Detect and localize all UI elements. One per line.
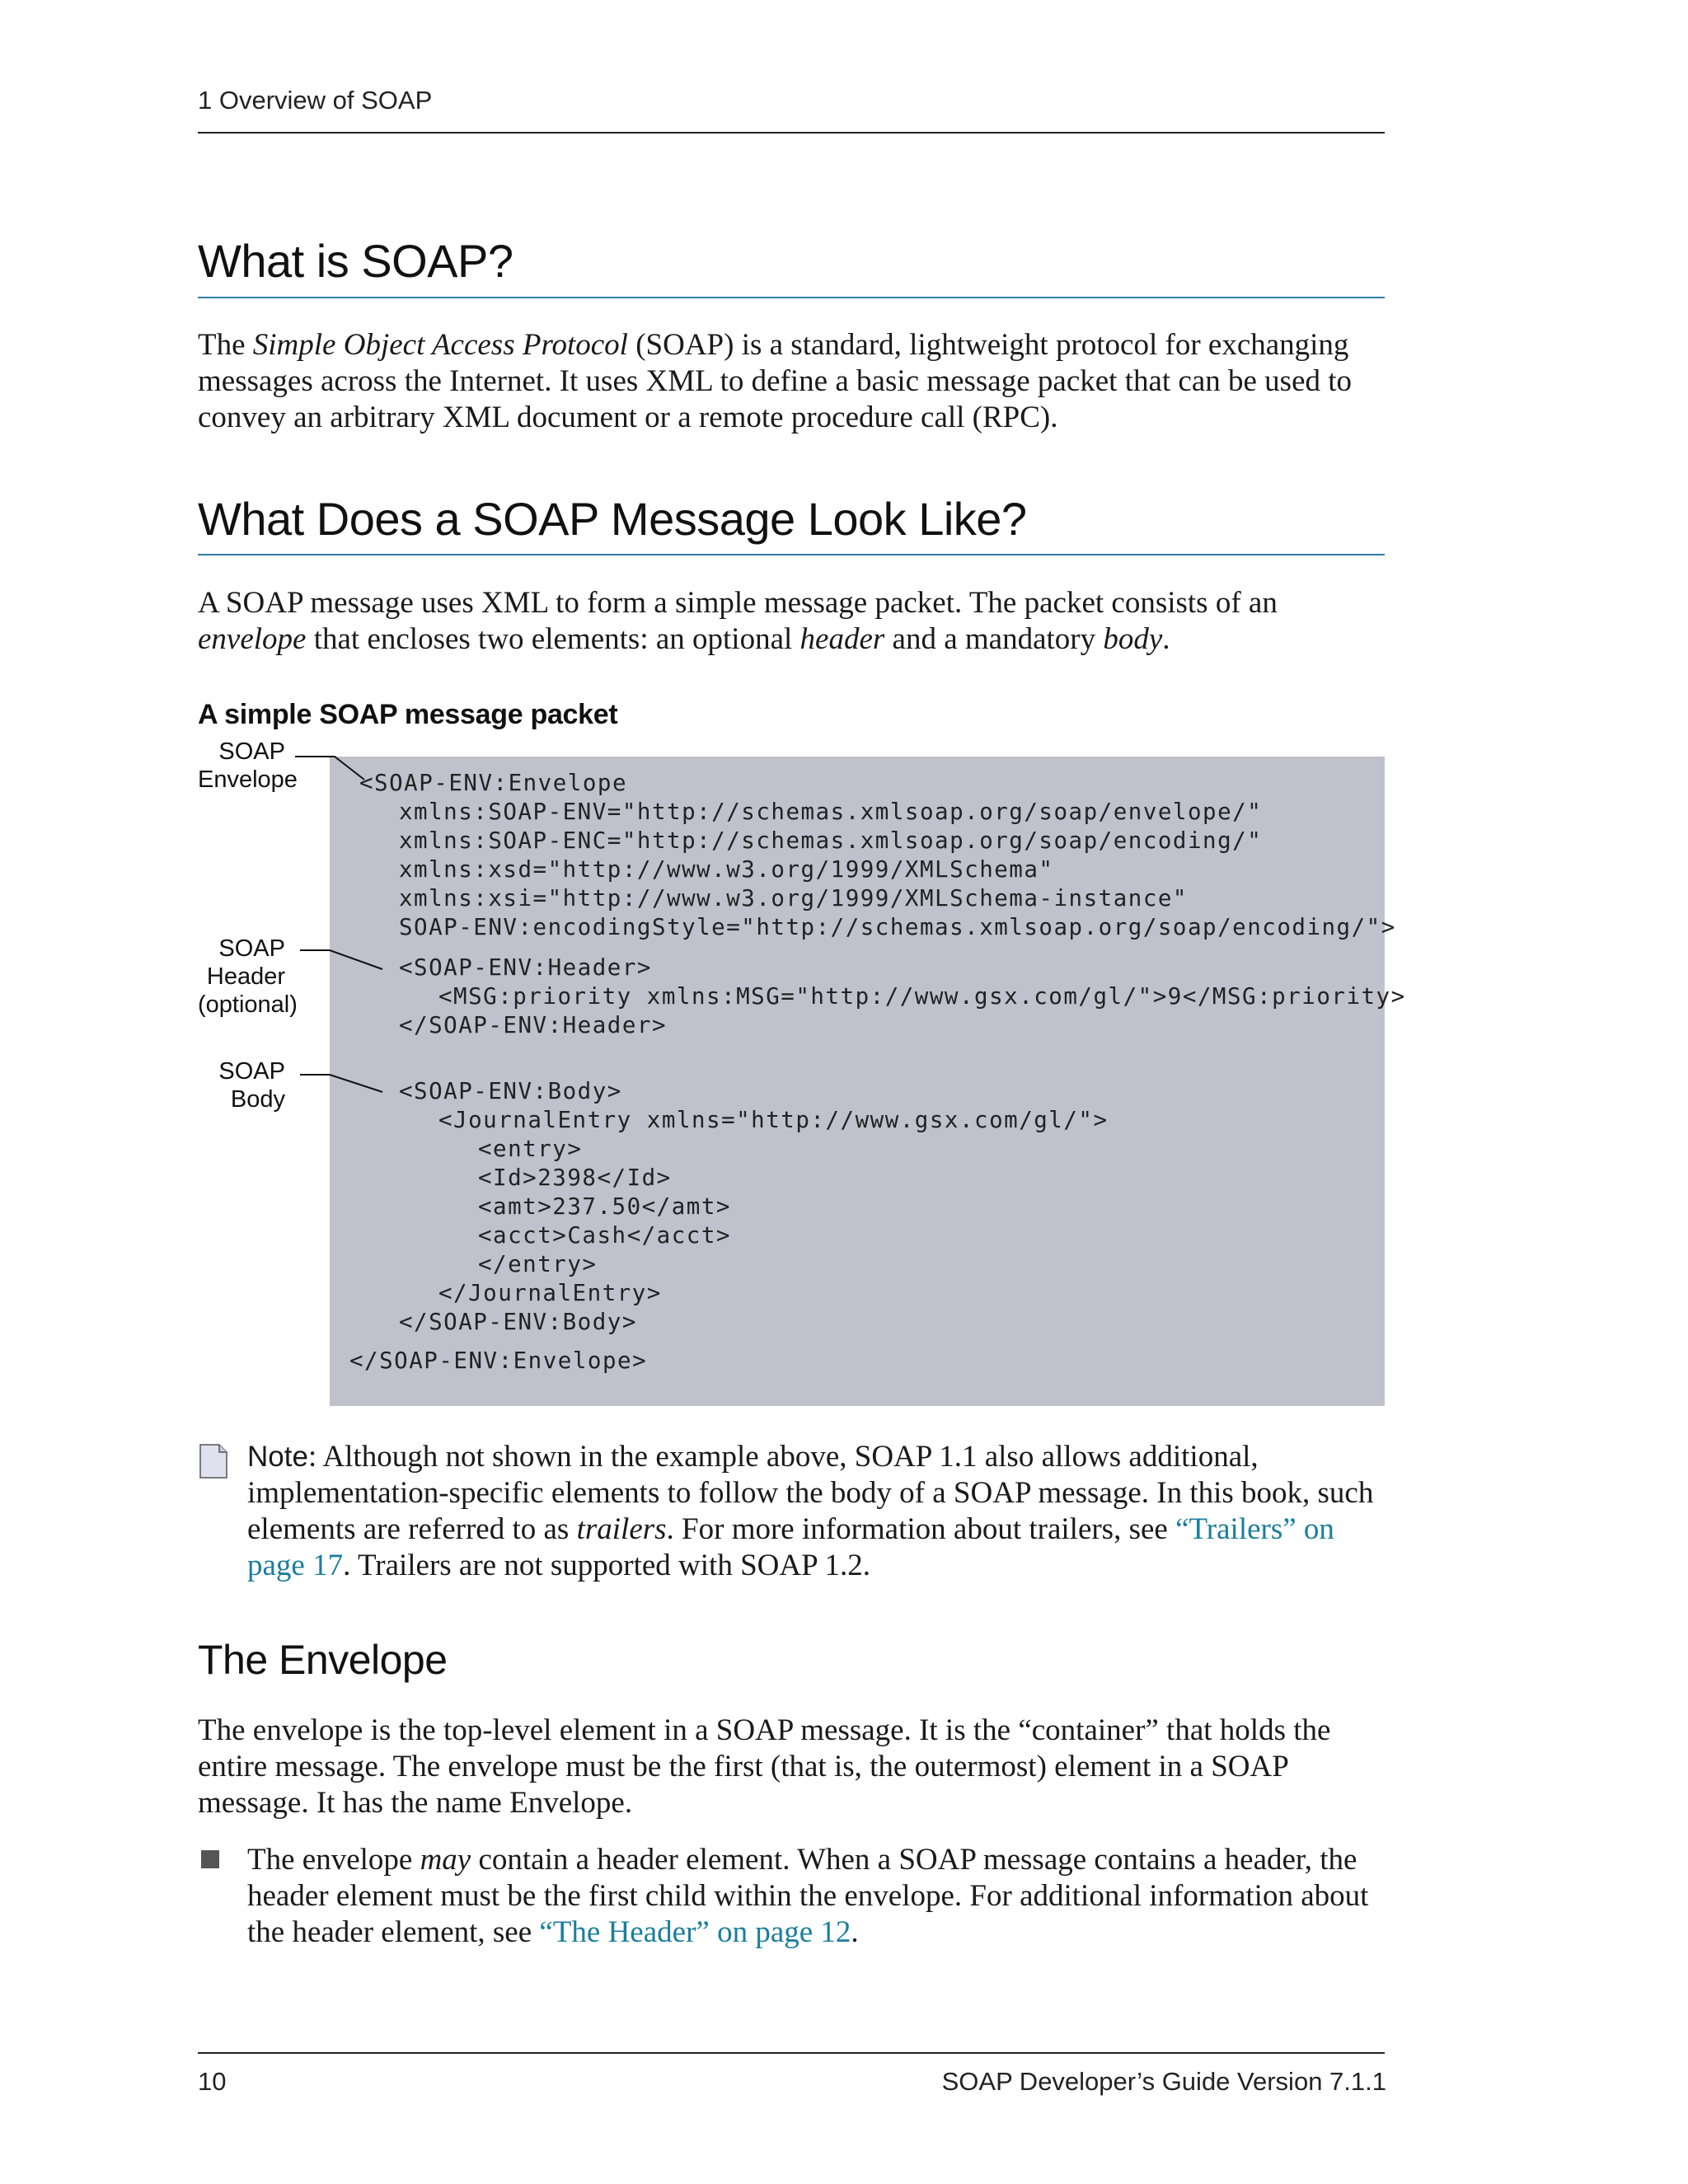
body-leader-line [300, 1075, 382, 1092]
callout-line: Envelope [198, 766, 298, 793]
code-line: </SOAP-ENV:Body> [399, 1309, 637, 1335]
emphasis-text: trailers [576, 1512, 667, 1546]
document-title: SOAP Developer’s Guide Version 7.1.1 [941, 2067, 1386, 2096]
code-line: <SOAP-ENV:Header> [399, 954, 652, 981]
emphasis-text: header [799, 622, 885, 656]
emphasis-text: body [1103, 622, 1163, 656]
code-line: </SOAP-ENV:Envelope> [349, 1347, 648, 1374]
code-line: xmlns:SOAP-ENC="http://schemas.xmlsoap.org/soap/encoding/" [399, 827, 1263, 854]
code-line: <amt>237.50</amt> [478, 1193, 731, 1220]
page-number: 10 [198, 2067, 227, 2096]
bullet-square-icon [201, 1850, 219, 1868]
trailers-link[interactable]: “Trailers” on page 17 [247, 1512, 1334, 1582]
section-title-soap-message: What Does a SOAP Message Look Like? [198, 493, 1027, 545]
text-run: . [851, 1915, 859, 1949]
bullet-item [247, 1842, 1393, 1951]
text-run: and a mandatory [884, 622, 1104, 656]
callout-line: Header [206, 963, 285, 990]
text-run: A SOAP message uses XML to form a simple message packet. The packet consists of an [198, 586, 1278, 620]
running-head: 1 Overview of SOAP [198, 86, 433, 115]
emphasis-text: envelope [198, 622, 307, 656]
emphasis-text: may [420, 1843, 471, 1877]
code-line: xmlns:xsd="http://www.w3.org/1999/XMLSchema" [399, 856, 1054, 883]
footer-rule [198, 2052, 1385, 2054]
callout-line: (optional) [198, 991, 298, 1018]
code-line: <acct>Cash</acct> [478, 1222, 731, 1249]
code-line: <Id>2398</Id> [478, 1165, 672, 1191]
figure-caption: A simple SOAP message packet [198, 699, 618, 730]
code-line: <SOAP-ENV:Envelope [359, 770, 628, 796]
code-line: <MSG:priority xmlns:MSG="http://www.gsx.com/gl/">9</MSG:priority> [438, 983, 1406, 1010]
text-run: that encloses two elements: an optional [306, 622, 800, 656]
section-title-what-is-soap: What is SOAP? [198, 235, 513, 287]
header-leader-line [300, 950, 382, 969]
code-line: </SOAP-ENV:Header> [399, 1012, 668, 1038]
note-label: Note [247, 1441, 308, 1473]
section3-paragraph: The envelope is the top-level element in a SOAP message. It is the “container” that holds the entire message. The envelope must be the first (that is, the outermost) element in a SOAP message. It has the name Envelope. [198, 1713, 1331, 1820]
note-icon [199, 1444, 227, 1479]
emphasis-text: Simple Object Access Protocol [252, 328, 628, 362]
code-line: SOAP-ENV:encodingStyle="http://schemas.xmlsoap.org/soap/encoding/"> [399, 914, 1396, 940]
text-run: The envelope [247, 1843, 420, 1877]
code-line: <entry> [478, 1136, 583, 1162]
code-line: xmlns:SOAP-ENV="http://schemas.xmlsoap.org/soap/envelope/" [399, 799, 1263, 825]
text-run: contain a header element. When a SOAP message contains a header, the header element must be the first child within the envelope. For additional information about the header element, see [247, 1843, 1369, 1949]
text-run: . [1162, 622, 1170, 656]
header-link[interactable]: “The Header” on page 12 [539, 1915, 851, 1949]
envelope-leader-line [295, 757, 364, 780]
text-run: . For more information about trailers, see [666, 1512, 1176, 1546]
text-run: (SOAP) is a standard, lightweight protocol for exchanging messages across the Internet. It uses XML to define a basic message packet that can be used to convey an arbitrary XML document or a remote procedure call (RPC). [198, 328, 1353, 434]
note-paragraph [247, 1439, 1393, 1584]
section-title-the-envelope: The Envelope [198, 1637, 448, 1683]
code-line: <SOAP-ENV:Body> [399, 1078, 622, 1104]
code-line: </JournalEntry> [438, 1280, 662, 1306]
code-line: <JournalEntry xmlns="http://www.gsx.com/gl/"> [438, 1107, 1109, 1133]
code-line: </entry> [478, 1251, 598, 1277]
text-run: . Trailers are not supported with SOAP 1.2. [343, 1549, 871, 1582]
callout-line: SOAP [218, 738, 285, 765]
callout-line: SOAP [218, 935, 285, 962]
callout-line: Body [230, 1086, 285, 1113]
text-run: The [198, 328, 253, 362]
code-line: xmlns:xsi="http://www.w3.org/1999/XMLSchema-instance" [399, 885, 1188, 912]
text-run: : Although not shown in the example above, SOAP 1.1 also allows additional, implementation-specific elements to follow the body of a SOAP message. In this book, such elements are referred to as [247, 1440, 1374, 1546]
callout-line: SOAP [218, 1058, 285, 1085]
